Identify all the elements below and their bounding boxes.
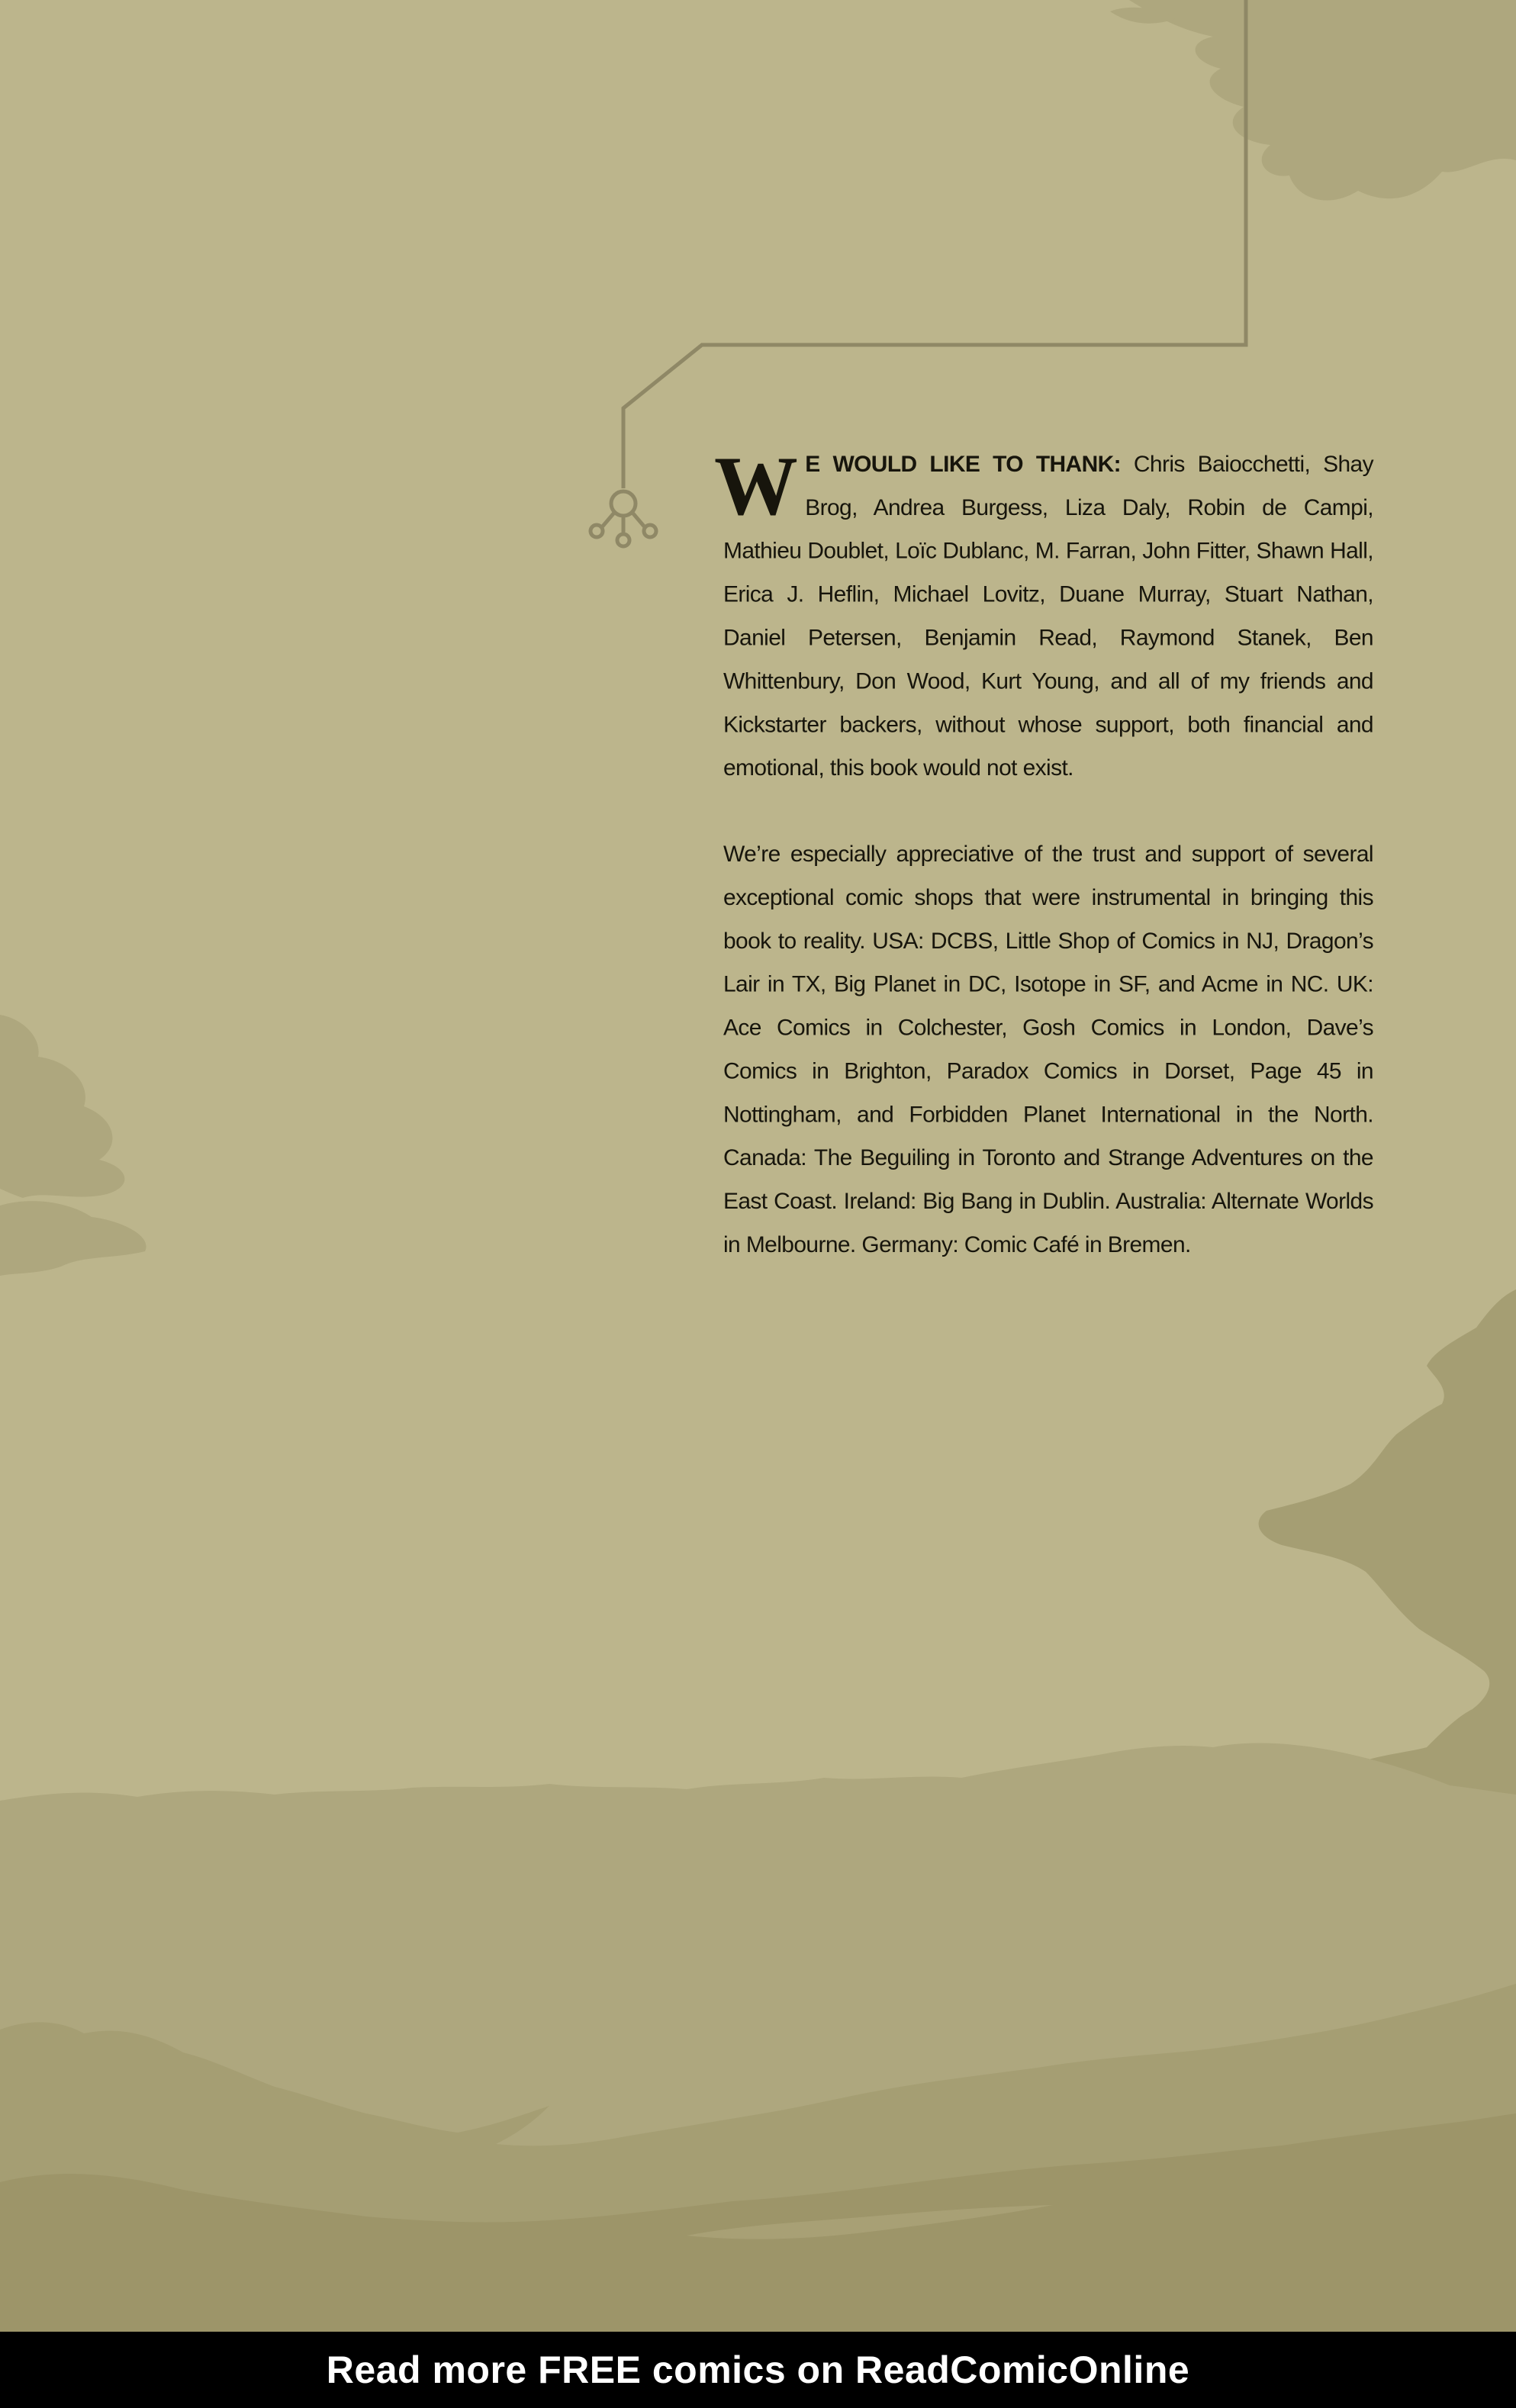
thanks-paragraph xyxy=(714,439,1374,790)
thanks-lead: E WOULD LIKE TO THANK: xyxy=(805,451,1122,477)
footer-banner[interactable] xyxy=(0,2332,1516,2408)
comic-shops-paragraph: We’re especially appreciative of the trust and support of several exceptional comic shops that were instrumental in bringing this book to reality. USA: DCBS, Little Shop of Comics in NJ, Dragon’s Lair in TX, Big Planet in DC, Isotope in SF, and Acme in NC. UK: Ace Comics in Colchester, Gosh Comics in London, Dave’s Comics in Brighton, Paradox Comics in Dorset, Page 45 in Nottingham, and Forbidden Planet International in the North. Canada: The Beguiling in Toronto and Strange Adventures on the East Coast. Ireland: Big Bang in Dublin. Australia: Alternate Worlds in Melbourne. Germany: Comic Café in Bremen. xyxy=(723,842,1373,1258)
thanks-names: Chris Baiocchetti, Shay Brog, Andrea Burgess, Liza Daly, Robin de Campi, Mathieu Doublet, Loïc Dublanc, M. Farran, John Fitter, Shawn Hall, Erica J. Heflin, Michael Lovitz, Duane Murray, Stuart Nathan, Daniel Petersen, Benjamin Read, Raymond Stanek, Ben Whittenbury, Don Wood, Kurt Young, and all of my friends and Kickstarter backers, without whose support, both financial and emotional, this book would not exist. xyxy=(723,451,1374,781)
acknowledgements-text xyxy=(714,439,1374,1267)
footer-link-text[interactable]: Read more FREE comics on ReadComicOnline xyxy=(326,2348,1190,2391)
drop-cap-letter: W xyxy=(714,439,798,533)
